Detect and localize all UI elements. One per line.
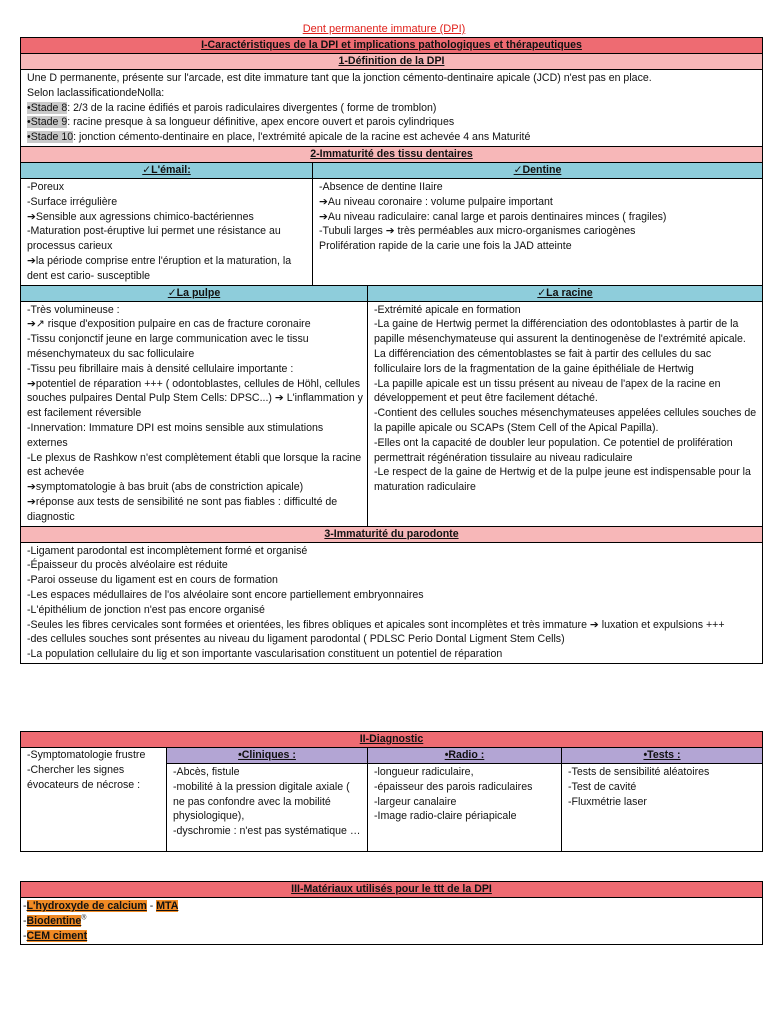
material-item: -CEM ciment: [23, 929, 88, 942]
cliniques-body: [167, 764, 367, 840]
pulpe-line: -Tissu peu fibrillaire mais à densité cellulaire importante :: [27, 362, 294, 375]
materials-body: [21, 898, 762, 944]
stage-label: •Stade 9: [27, 116, 68, 129]
cliniques-header: •Cliniques :: [167, 748, 367, 764]
registered-mark: ®: [81, 914, 87, 922]
parodonte-line: -Seules les fibres cervicales sont formées et orientées, les fibres obliques et apicales sont incomplètes et très immature ➔ luxation et expulsions +++: [27, 618, 725, 631]
cliniques-line: -dyschromie : n'est pas systématique …: [173, 825, 361, 838]
parodonte-line: -Ligament parodontal est incomplètement formé et organisé: [27, 544, 308, 557]
cliniques-line: -Abcès, fistule: [173, 766, 240, 778]
email-column: [21, 163, 312, 285]
parodonte-body: [21, 543, 762, 663]
definition-line: Selon laclassificationdeNolla:: [27, 86, 165, 99]
racine-line: -La papille apicale est un tissu présent au niveau de l'apex de la racine en développement et peut être facilement détaché.: [374, 377, 721, 405]
stage-text: : racine presque à sa longueur définitive, apex encore ouvert et parois cylindriques: [67, 116, 455, 129]
tests-column: [561, 748, 762, 851]
racine-line: -Elles ont la capacité de doubler leur population. Ce potentiel de prolifération permettrait régénération tissulaire au niveau radiculaire: [374, 436, 733, 464]
definition-body: [21, 70, 762, 146]
stage-item: [27, 115, 756, 130]
dentine-header: ✓Dentine: [313, 163, 762, 179]
symptom-line: -Symptomatologie frustre: [27, 749, 146, 761]
pulpe-header: ✓La pulpe: [21, 286, 367, 302]
material-separator: -: [146, 900, 157, 912]
material-item: -L'hydroxyde de calcium - MTA: [23, 900, 179, 912]
parodonte-line: -L'épithélium de jonction n'est pas encore organisé: [27, 603, 265, 616]
section-materials: [20, 881, 763, 945]
tissue-header: 2-Immaturité des tissu dentaires: [21, 146, 762, 163]
radio-header: •Radio :: [368, 748, 561, 764]
definition-line: Une D permanente, présente sur l'arcade, est dite immature tant que la jonction cémento-dentinaire apicale (JCD) n'est pas en place.: [27, 72, 652, 84]
racine-header: ✓La racine: [368, 286, 762, 302]
radio-column: [367, 748, 561, 851]
stage-label: •Stade 8: [27, 101, 68, 114]
stage-text: : jonction cémento-dentinaire en place, l'extrémité apicale de la racine est achevée 4 ans Maturité: [73, 131, 531, 144]
pulpe-line: -Le plexus de Rashkow n'est complètement établi que lorsque la racine est achevée: [27, 451, 362, 479]
cliniques-column: [166, 748, 367, 851]
parodonte-header: 3-Immaturité du parodonte: [21, 526, 762, 543]
tests-body: [562, 764, 762, 810]
parodonte-line: -des cellules souches sont présentes au niveau du ligament parodontal ( PDLSC Perio Dontal Ligment Stem Cells): [27, 633, 565, 646]
section-materials-header: III-Matériaux utilisés pour le ttt de la DPI: [21, 882, 762, 898]
material-calcium-hydroxide: L'hydroxyde de calcium: [26, 900, 147, 912]
section-diagnostic-header: II-Diagnostic: [21, 732, 762, 748]
racine-body: [368, 302, 762, 496]
stage-text: : 2/3 de la racine édifiés et parois radiculaires divergentes ( forme de tromblon): [67, 101, 437, 114]
pulpe-line: ➔symptomatologie à bas bruit (abs de constriction apicale): [27, 481, 304, 494]
email-line: -Poreux: [27, 180, 65, 193]
symptom-line: -Chercher les signes évocateurs de nécrose :: [27, 763, 141, 791]
diagnostic-row: [21, 748, 762, 851]
pulpe-racine-row: [21, 285, 762, 526]
material-cem-ciment: CEM ciment: [26, 929, 88, 942]
section-characteristics-header: I-Caractéristiques de la DPI et implications pathologiques et thérapeutiques: [21, 38, 762, 54]
email-line: ➔Sensible aux agressions chimico-bactériennes: [27, 210, 254, 223]
cliniques-line: -mobilité à la pression digitale axiale ( ne pas confondre avec la mobilité physiologique),: [173, 780, 350, 823]
material-item: -Biodentine®: [23, 914, 87, 927]
tests-line: -Tests de sensibilité aléatoires: [568, 766, 710, 778]
racine-line: La différenciation des cémentoblastes se fait à partir des cellules du sac folliculaire lors de la fragmentation de la gaine épithéliale de Hertwig: [374, 347, 712, 375]
pulpe-body: [21, 302, 367, 526]
radio-body: [368, 764, 561, 825]
pulpe-line: -Tissu conjonctif jeune en large communication avec le tissu mésenchymateux du sac folliculaire: [27, 333, 309, 360]
parodonte-line: -Épaisseur du procès alvéolaire est réduite: [27, 559, 228, 572]
parodonte-line: -Paroi osseuse du ligament est en cours de formation: [27, 574, 278, 587]
section-diagnostic: [20, 731, 763, 852]
pulpe-column: [21, 286, 367, 526]
material-biodentine: Biodentine: [26, 914, 82, 927]
material-mta: MTA: [156, 900, 179, 912]
page-title: Dent permanente immature (DPI): [302, 23, 466, 35]
email-line: -Surface irrégulière: [27, 195, 118, 208]
email-dentine-row: [21, 163, 762, 285]
pulpe-line: ➔potentiel de réparation +++ ( odontoblastes, cellules de Höhl, cellules souches pulpaires Dental Pulp Stem Cells: DPSC...) ➔ L'inflammation y est facilement réversible: [27, 377, 363, 420]
radio-line: -Image radio-claire périapicale: [374, 810, 517, 823]
dentine-line: -Absence de dentine IIaire: [319, 180, 443, 193]
pulpe-line: ➔réponse aux tests de sensibilité ne sont pas fiables : difficulté de diagnostic: [27, 495, 338, 523]
tests-header: •Tests :: [562, 748, 762, 764]
parodonte-line: -La population cellulaire du lig et son importante vascularisation constituent un potentiel de réparation: [27, 648, 503, 661]
section-characteristics: [20, 37, 763, 664]
stage-item: [27, 101, 756, 116]
pulpe-line: -Innervation: Immature DPI est moins sensible aux stimulations externes: [27, 421, 324, 449]
stage-item: [27, 130, 756, 145]
radio-line: -largeur canalaire: [374, 795, 457, 808]
tests-line: -Fluxmétrie laser: [568, 795, 647, 808]
symptom-body: [21, 748, 166, 851]
stage-label: •Stade 10: [27, 131, 74, 144]
dentine-line: -Tubuli larges ➔ très perméables aux micro-organismes cariogènes: [319, 225, 636, 238]
email-line: ➔la période comprise entre l'éruption et la maturation, la dent est cario- susceptible: [27, 254, 292, 282]
radio-line: -longueur radiculaire,: [374, 766, 474, 778]
racine-column: [367, 286, 762, 526]
pulpe-line: -Très volumineuse :: [27, 303, 120, 316]
symptom-column: [21, 748, 166, 851]
email-header: ✓L'émail:: [21, 163, 312, 179]
radio-line: -épaisseur des parois radiculaires: [374, 780, 533, 793]
email-line: -Maturation post-éruptive lui permet une résistance au processus carieux: [27, 225, 281, 253]
racine-line: -La gaine de Hertwig permet la différenciation des odontoblastes à partir de la papille mésenchymateuse qui assurent la dentinogenèse de l'extrémité apicale.: [374, 318, 746, 346]
dentine-body: [313, 179, 762, 255]
dentine-line: ➔Au niveau coronaire : volume pulpaire important: [319, 195, 553, 208]
pulpe-line: ➔↗ risque d'exposition pulpaire en cas de fracture coronaire: [27, 318, 311, 331]
dentine-line: Prolifération rapide de la carie une fois la JAD atteinte: [319, 240, 572, 253]
definition-header: 1-Définition de la DPI: [21, 54, 762, 70]
racine-line: -Contient des cellules souches mésenchymateuses appelées cellules souches de la papille apicale ou SCAPs (Stem Cell of the Apical Papilla).: [374, 407, 757, 434]
dentine-column: [312, 163, 762, 285]
parodonte-line: -Les espaces médullaires de l'os alvéolaire sont encore partiellement embryonnaires: [27, 588, 424, 601]
racine-line: -Le respect de la gaine de Hertwig et de la pulpe jeune est indispensable pour la maturation radiculaire: [374, 466, 751, 494]
dentine-line: ➔Au niveau radiculaire: canal large et parois dentinaires minces ( fragiles): [319, 210, 667, 223]
tests-line: -Test de cavité: [568, 780, 637, 793]
email-body: [21, 179, 312, 285]
racine-line: -Extrémité apicale en formation: [374, 303, 521, 316]
